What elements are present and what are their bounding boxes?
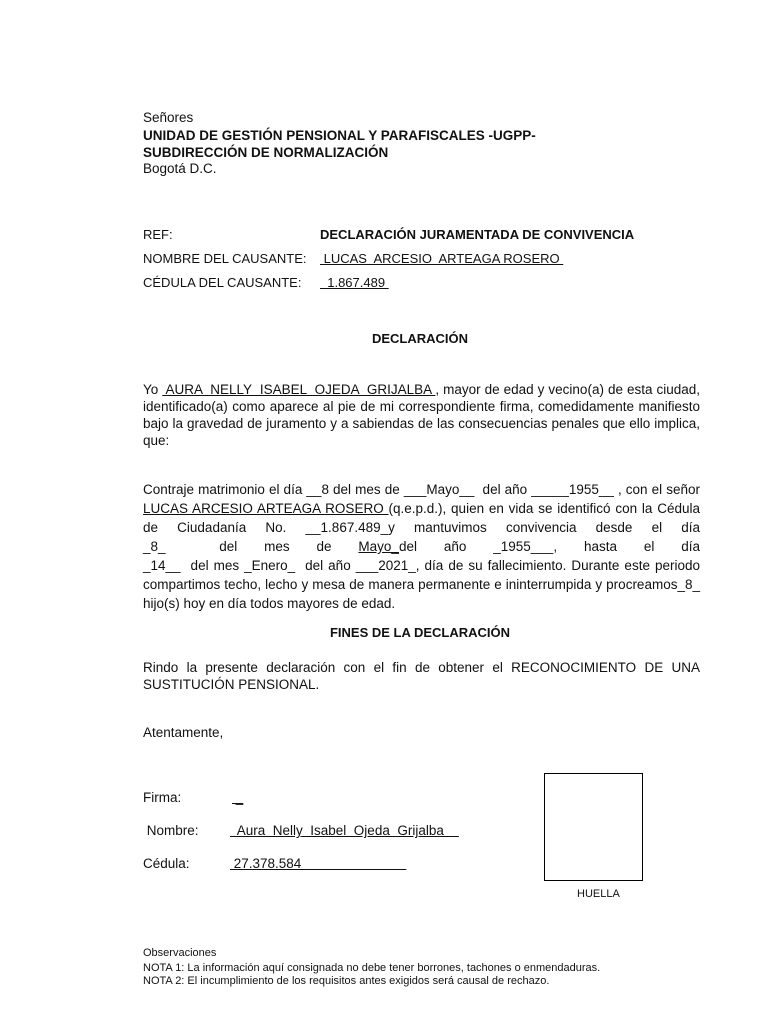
cedula-value: 27.378.584 bbox=[230, 856, 407, 871]
cohabitation-from-day: _8_ bbox=[143, 539, 166, 554]
spouse-name: LUCAS ARCESIO ARTEAGA ROSERO bbox=[143, 501, 389, 516]
p2-text: del mes bbox=[180, 558, 245, 573]
observaciones-title: Observaciones bbox=[143, 947, 217, 959]
cohabitation-from-month: Mayo_ bbox=[358, 539, 399, 554]
marriage-day: __8 bbox=[306, 482, 329, 497]
p1-rest: , mayor de edad y vecino(a) de esta ciudad, identificado(a) como aparece al pie de mi correspondiente firma, comedidamente manifiesto bajo la gravedad de juramento y a sabiendas de las consecuencias penales que ello implica, que: bbox=[143, 382, 700, 448]
cedula-label: Cédula: bbox=[143, 856, 190, 871]
p2-text: del mes de bbox=[165, 539, 359, 554]
p2-text: , hasta el día bbox=[553, 539, 700, 554]
p2-text: , con el señor bbox=[613, 482, 701, 497]
cedula-causante-value: 1.867.489 bbox=[320, 275, 389, 290]
marriage-paragraph bbox=[143, 480, 700, 613]
cohabitation-to-month: _Enero_ bbox=[244, 558, 296, 573]
entity-name: UNIDAD DE GESTIÓN PENSIONAL Y PARAFISCALES -UGPP- bbox=[143, 128, 536, 143]
p2-text: del año bbox=[474, 482, 532, 497]
cohabitation-to-year: ___2021_ bbox=[355, 558, 416, 573]
salutation: Señores bbox=[143, 110, 194, 125]
firma-label: Firma: bbox=[143, 790, 182, 805]
cohabitation-to-day: _14__ bbox=[143, 558, 181, 573]
children-count: _8_ bbox=[677, 577, 700, 592]
causante-label: NOMBRE DEL CAUSANTE: bbox=[143, 251, 307, 266]
spouse-cedula: __1.867.489_ bbox=[305, 520, 389, 535]
entity-subdivision: SUBDIRECCIÓN DE NORMALIZACIÓN bbox=[143, 145, 389, 160]
p2-text: del año bbox=[398, 539, 494, 554]
closing: Atentamente, bbox=[143, 725, 224, 740]
p2-text: y mantuvimos convivencia desde el día bbox=[388, 520, 700, 535]
nombre-value: Aura Nelly Isabel Ojeda Grijalba bbox=[230, 823, 459, 838]
declaration-paragraph bbox=[143, 381, 700, 449]
section-title-fines: FINES DE LA DECLARACIÓN bbox=[329, 625, 511, 640]
p2-text: (q.e.p.d.), quien en vida se identificó con la Cédula de Ciudadanía No. bbox=[143, 501, 700, 535]
fingerprint-box bbox=[544, 773, 643, 881]
declarant-name: AURA NELLY ISABEL OJEDA GRIJALBA bbox=[162, 382, 436, 397]
firma-value: _ bbox=[232, 790, 244, 805]
p2-text: hijo(s) hoy en día todos mayores de edad. bbox=[143, 596, 396, 611]
ref-value: DECLARACIÓN JURAMENTADA DE CONVIVENCIA bbox=[320, 227, 635, 242]
p1-prefix: Yo bbox=[143, 382, 163, 397]
nombre-label: Nombre: bbox=[143, 823, 199, 838]
marriage-year: _____1955__ bbox=[531, 482, 614, 497]
cohabitation-from-year: _1955___ bbox=[493, 539, 554, 554]
p2-text: , día de su fallecimiento. Durante este periodo compartimos techo, lecho y mesa de manera permanente e ininterrumpida y procreamos bbox=[143, 558, 700, 592]
cedula-causante-label: CÉDULA DEL CAUSANTE: bbox=[143, 275, 302, 290]
section-title-declaracion: DECLARACIÓN bbox=[371, 331, 469, 346]
p2-text: del año bbox=[295, 558, 356, 573]
causante-value: LUCAS ARCESIO ARTEAGA ROSERO bbox=[320, 251, 564, 266]
city: Bogotá D.C. bbox=[143, 161, 217, 176]
marriage-month: ___Mayo__ bbox=[403, 482, 475, 497]
p2-text: del mes de bbox=[328, 482, 404, 497]
observaciones-notes: NOTA 1: La información aquí consignada no debe tener borrones, tachones o enmendaduras. NOTA 2: El incumplimiento de los requisitos antes exigidos será causal de rechazo. bbox=[143, 962, 601, 987]
p2-text: Contraje matrimonio el día bbox=[143, 482, 307, 497]
fines-paragraph: Rindo la presente declaración con el fin de obtener el RECONOCIMIENTO DE UNA SUSTITUCIÓN PENSIONAL. bbox=[143, 660, 700, 692]
ref-label: REF: bbox=[143, 227, 173, 242]
huella-label: HUELLA bbox=[577, 888, 620, 900]
